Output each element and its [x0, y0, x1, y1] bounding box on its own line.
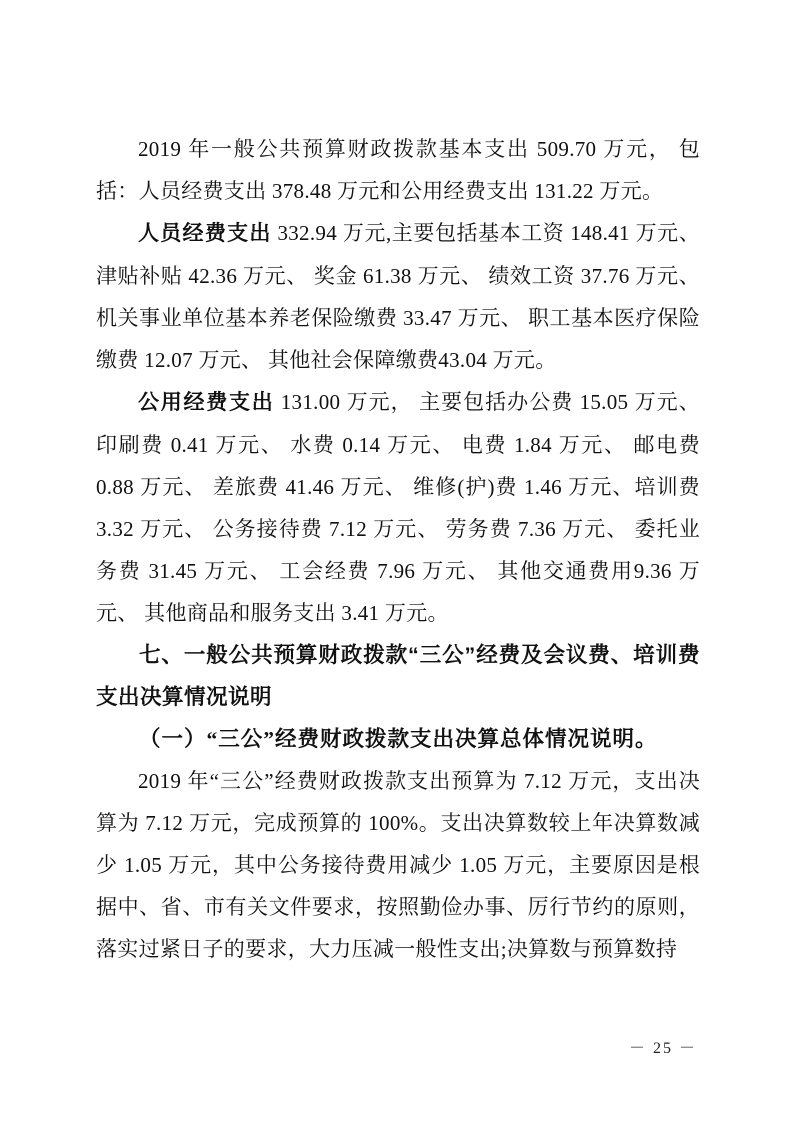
page-number: － 25 －	[628, 1040, 697, 1057]
document-content	[96, 128, 700, 970]
subsection-heading-one: （一）“三公”经费财政拨款支出决算总体情况说明。	[139, 727, 658, 751]
para-public-funds-text: 131.00 万元， 主要包括办公费 15.05 万元、印刷费 0.41 万元、 水费 0.14 万元、 电费 1.84 万元、 邮电费 0.88 万元、 差旅费 41.46 万元、 维修(护)费 1.46 万元、培训费 3.32 万元、 公务接待费 7.12 万元、 劳务费 7.36 万元、 委托业务费 31.45 万元、 工会经费 7.96 万元、 其他交通费用9.36 万元、 其他商品和服务支出 3.41 万元。	[96, 390, 701, 625]
para-personnel-funds-lead: 人员经费支出	[138, 222, 272, 245]
para-basic-expenditure-text: 2019 年一般公共预算财政拨款基本支出 509.70 万元， 包括：人员经费支出 378.48 万元和公用经费支出 131.22 万元。	[96, 137, 700, 203]
para-basic-expenditure	[96, 128, 700, 212]
para-personnel-funds	[96, 212, 700, 381]
para-sangong-explanation: 2019 年“三公”经费财政拨款支出预算为 7.12 万元，支出决算为 7.12 万元，完成预算的 100%。支出决算数较上年决算数减少 1.05 万元，其中公务接待费用减少 1.05 万元，主要原因是根据中、省、市有关文件要求，按照勤俭办事、厉行节约的原则，落实过紧日子的要求，大力压减一般性支出;决算数与预算数持	[96, 769, 700, 961]
para-personnel-funds-text: 332.94 万元,主要包括基本工资 148.41 万元、津贴补贴 42.36 万元、 奖金 61.38 万元、 绩效工资 37.76 万元、机关事业单位基本养老保险缴费 33.47 万元、 职工基本医疗保险缴费 12.07 万元、 其他社会保障缴费43.04 万元。	[96, 221, 701, 372]
para-public-funds	[96, 381, 700, 634]
para-public-funds-lead: 公用经费支出	[138, 391, 275, 414]
section-heading-seven: 七、一般公共预算财政拨款“三公”经费及会议费、培训费支出决算情况说明	[96, 643, 700, 709]
